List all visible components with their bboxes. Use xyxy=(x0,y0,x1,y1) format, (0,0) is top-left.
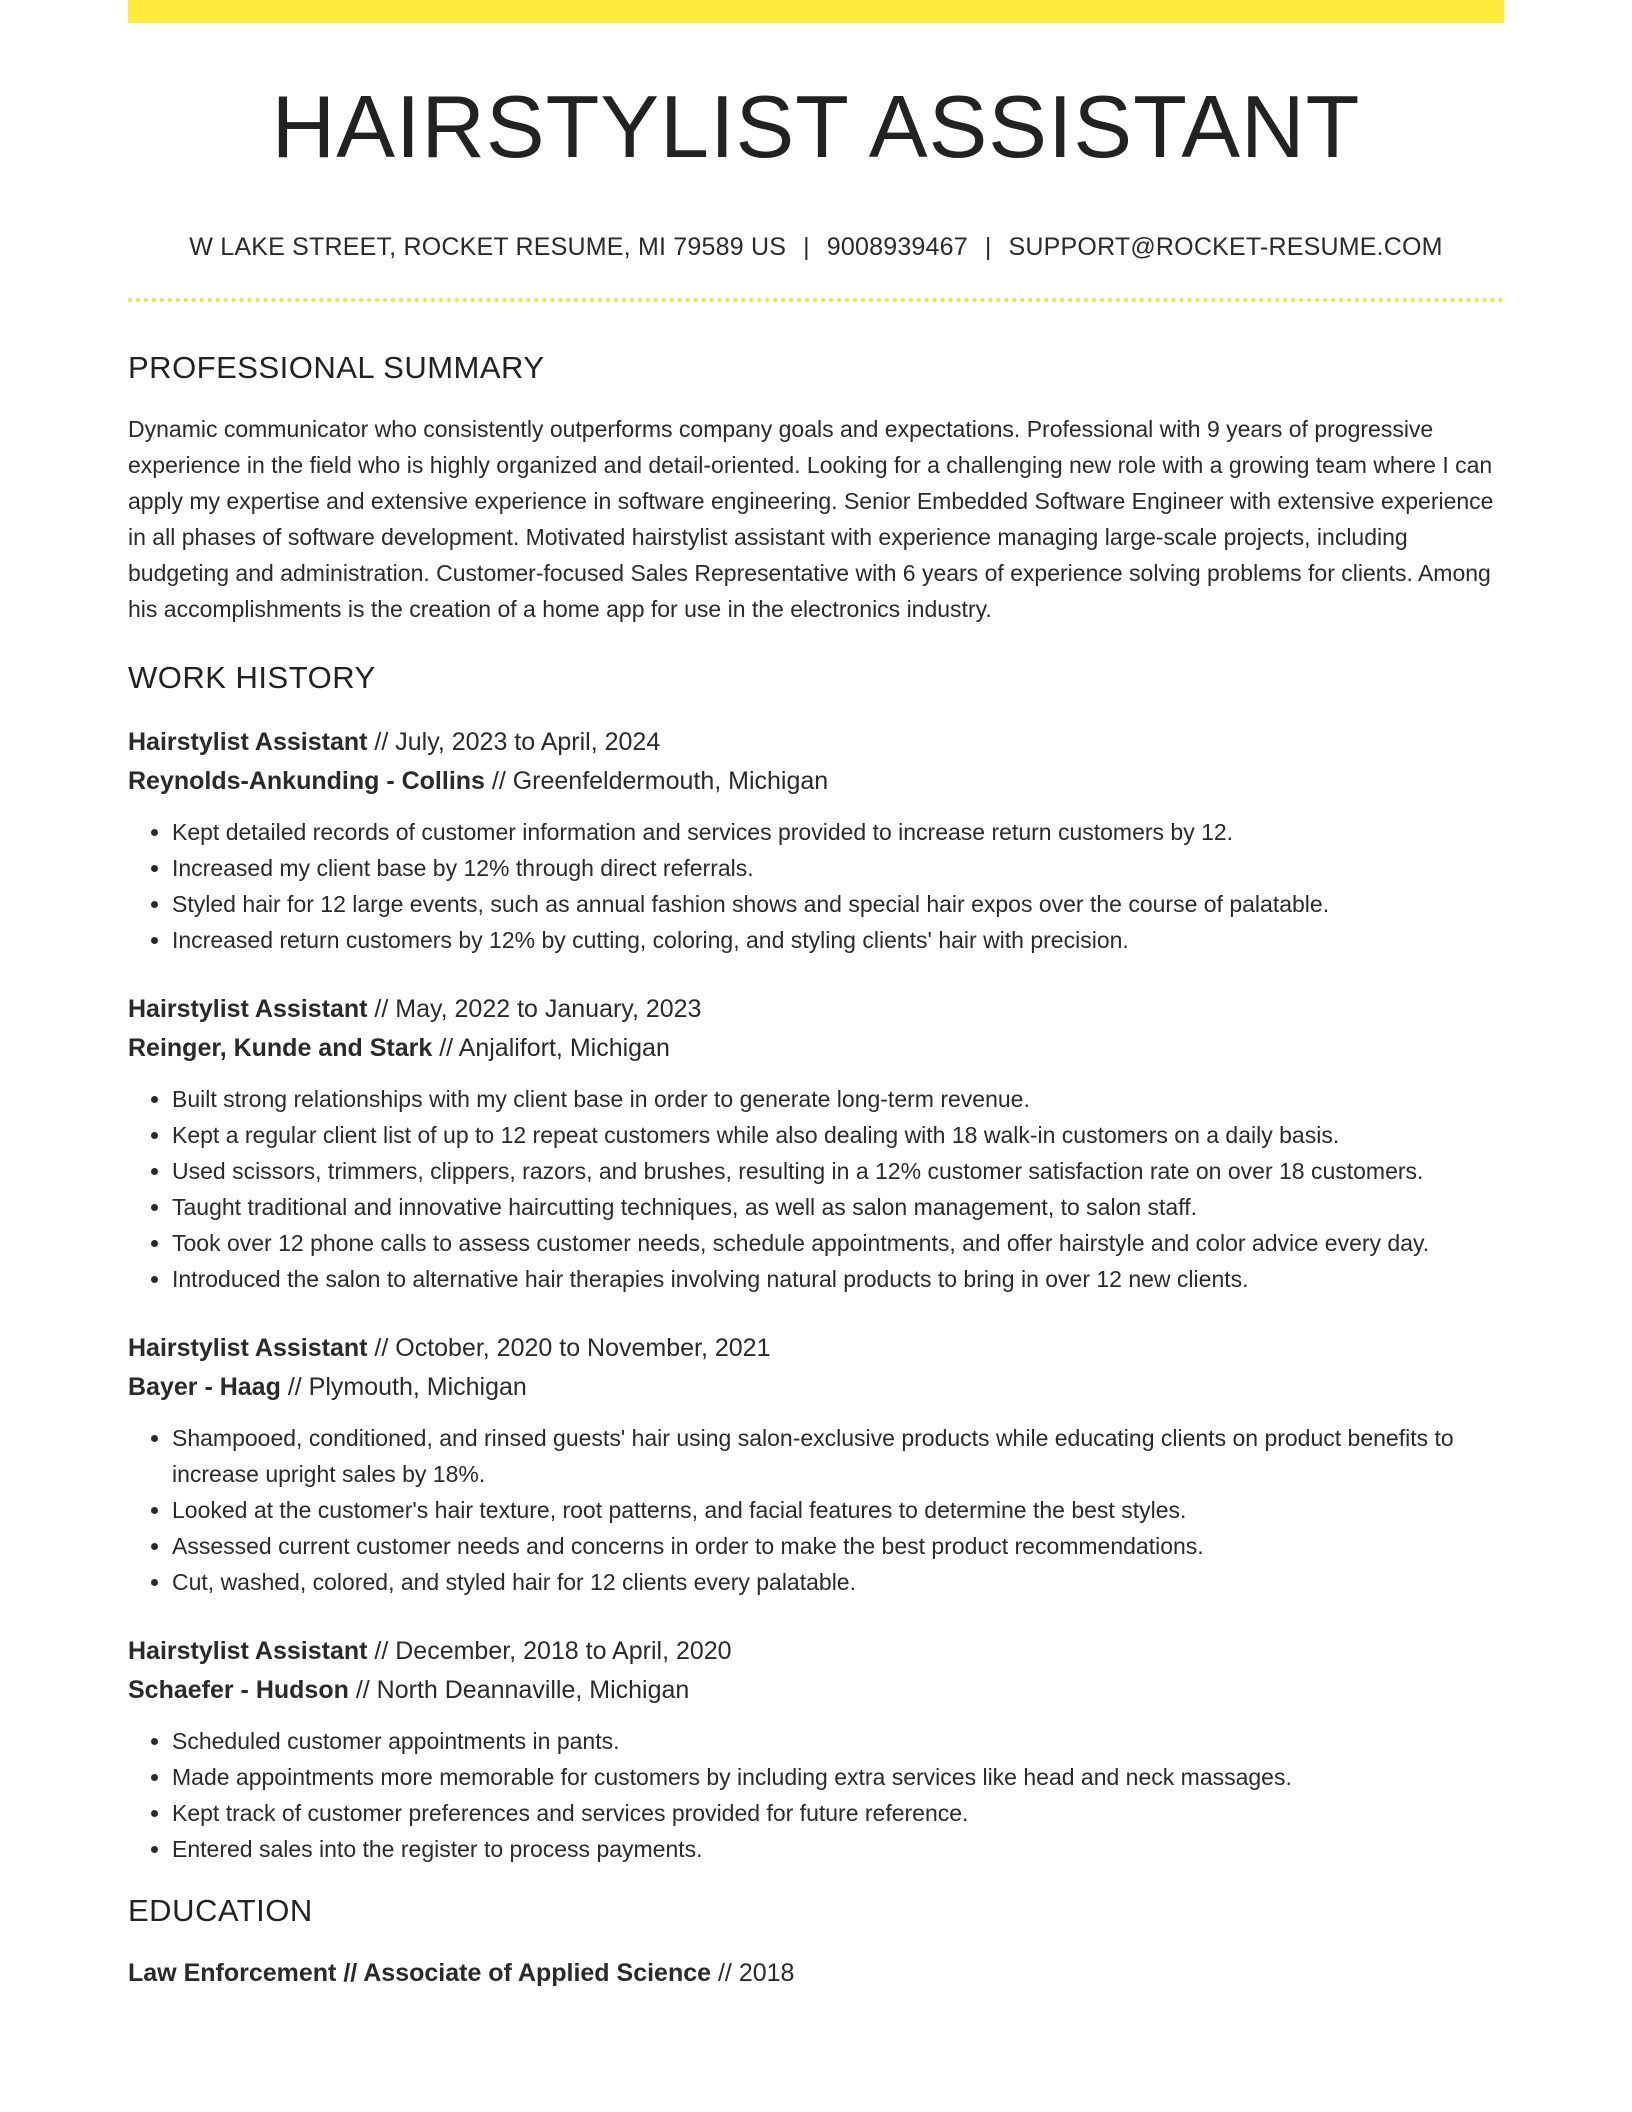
job-bullet: • Shampooed, conditioned, and rinsed guests' hair using salon-exclusive products while educating clients on product benefits to increase upright sales by 18%. xyxy=(172,1420,1504,1492)
job-location: // Greenfeldermouth, Michigan xyxy=(491,767,829,795)
job-bullet: • Made appointments more memorable for customers by including extra services like head and neck massages. xyxy=(172,1759,1504,1795)
job-company: Reinger, Kunde and Stark xyxy=(128,1034,433,1062)
education-year: // 2018 xyxy=(717,1959,795,1987)
job-company: Schaefer - Hudson xyxy=(128,1676,349,1704)
education-degree: Law Enforcement // Associate of Applied Science xyxy=(128,1959,712,1987)
job-company: Reynolds-Ankunding - Collins xyxy=(128,767,485,795)
job-role: Hairstylist Assistant xyxy=(128,995,368,1023)
summary-heading: PROFESSIONAL SUMMARY xyxy=(128,350,545,385)
job-entry xyxy=(128,990,1504,1297)
job-dates: // July, 2023 to April, 2024 xyxy=(374,728,661,756)
job-bullet: • Looked at the customer's hair texture, root patterns, and facial features to determine the best styles. xyxy=(172,1492,1504,1528)
work-history-heading: WORK HISTORY xyxy=(128,660,376,695)
job-role-line xyxy=(128,1329,1504,1368)
job-bullet: • Scheduled customer appointments in pants. xyxy=(172,1723,1504,1759)
job-bullet: • Kept detailed records of customer information and services provided to increase return customers by 12. xyxy=(172,814,1504,850)
job-bullet: • Increased return customers by 12% by cutting, coloring, and styling clients' hair with precision. xyxy=(172,922,1504,958)
job-bullet: • Entered sales into the register to process payments. xyxy=(172,1831,1504,1867)
header-divider xyxy=(128,298,1504,302)
job-entry xyxy=(128,1632,1504,1867)
job-entry xyxy=(128,723,1504,958)
education-heading: EDUCATION xyxy=(128,1893,313,1928)
job-dates: // May, 2022 to January, 2023 xyxy=(374,995,702,1023)
job-bullets xyxy=(128,814,1504,958)
job-role-line xyxy=(128,990,1504,1029)
job-role-line xyxy=(128,1632,1504,1671)
job-company-line xyxy=(128,1368,1504,1407)
job-bullets xyxy=(128,1723,1504,1867)
job-bullet: • Built strong relationships with my client base in order to generate long-term revenue. xyxy=(172,1081,1504,1117)
job-bullet: • Kept a regular client list of up to 12 repeat customers while also dealing with 18 walk-in customers on a daily basis. xyxy=(172,1117,1504,1153)
job-bullet: • Introduced the salon to alternative hair therapies involving natural products to bring in over 12 new clients. xyxy=(172,1261,1504,1297)
accent-top-bar xyxy=(128,0,1504,23)
work-history-list xyxy=(128,723,1504,1867)
contact-phone: 9008939467 xyxy=(826,233,968,261)
job-role-line xyxy=(128,723,1504,762)
education-list xyxy=(128,1954,1504,1993)
job-entry xyxy=(128,1329,1504,1600)
education-entry xyxy=(128,1954,1504,1993)
job-company-line xyxy=(128,1029,1504,1068)
contact-line xyxy=(128,235,1504,260)
job-role: Hairstylist Assistant xyxy=(128,728,368,756)
job-company: Bayer - Haag xyxy=(128,1373,281,1401)
job-location: // Anjalifort, Michigan xyxy=(439,1034,670,1062)
summary-text: Dynamic communicator who consistently outperforms company goals and expectations. Professional with 9 years of progressive experience in the field who is highly organized and detail-oriented. Looking for a challenging new role with a growing team where I can apply my expertise and extensive experience in software engineering. Senior Embedded Software Engineer with extensive experience in all phases of software development. Motivated hairstylist assistant with experience managing large-scale projects, including budgeting and administration. Customer-focused Sales Representative with 6 years of experience solving problems for clients. Among his accomplishments is the creation of a home app for use in the electronics industry. xyxy=(128,416,1494,622)
job-bullets xyxy=(128,1081,1504,1297)
job-role: Hairstylist Assistant xyxy=(128,1334,368,1362)
job-bullet: • Increased my client base by 12% through direct referrals. xyxy=(172,850,1504,886)
job-company-line xyxy=(128,1671,1504,1710)
job-bullet: • Used scissors, trimmers, clippers, razors, and brushes, resulting in a 12% customer satisfaction rate on over 18 customers. xyxy=(172,1153,1504,1189)
contact-separator: | xyxy=(803,233,810,261)
job-role: Hairstylist Assistant xyxy=(128,1637,368,1665)
job-bullet: • Styled hair for 12 large events, such as annual fashion shows and special hair expos over the course of palatable. xyxy=(172,886,1504,922)
job-dates: // December, 2018 to April, 2020 xyxy=(374,1637,732,1665)
job-bullet: • Taught traditional and innovative haircutting techniques, as well as salon management, to salon staff. xyxy=(172,1189,1504,1225)
job-dates: // October, 2020 to November, 2021 xyxy=(374,1334,771,1362)
job-bullet: • Took over 12 phone calls to assess customer needs, schedule appointments, and offer hairstyle and color advice every day. xyxy=(172,1225,1504,1261)
job-location: // North Deannaville, Michigan xyxy=(355,1676,690,1704)
contact-address: W LAKE STREET, ROCKET RESUME, MI 79589 US xyxy=(189,233,787,261)
job-company-line xyxy=(128,762,1504,801)
job-bullet: • Assessed current customer needs and concerns in order to make the best product recommendations. xyxy=(172,1528,1504,1564)
job-bullet: • Cut, washed, colored, and styled hair for 12 clients every palatable. xyxy=(172,1564,1504,1600)
resume-page xyxy=(128,0,1504,1993)
job-bullet: • Kept track of customer preferences and services provided for future reference. xyxy=(172,1795,1504,1831)
job-location: // Plymouth, Michigan xyxy=(287,1373,527,1401)
job-bullets xyxy=(128,1420,1504,1600)
contact-separator: | xyxy=(984,233,992,261)
resume-name: HAIRSTYLIST ASSISTANT xyxy=(271,77,1361,176)
contact-email: SUPPORT@ROCKET-RESUME.COM xyxy=(1008,233,1443,261)
